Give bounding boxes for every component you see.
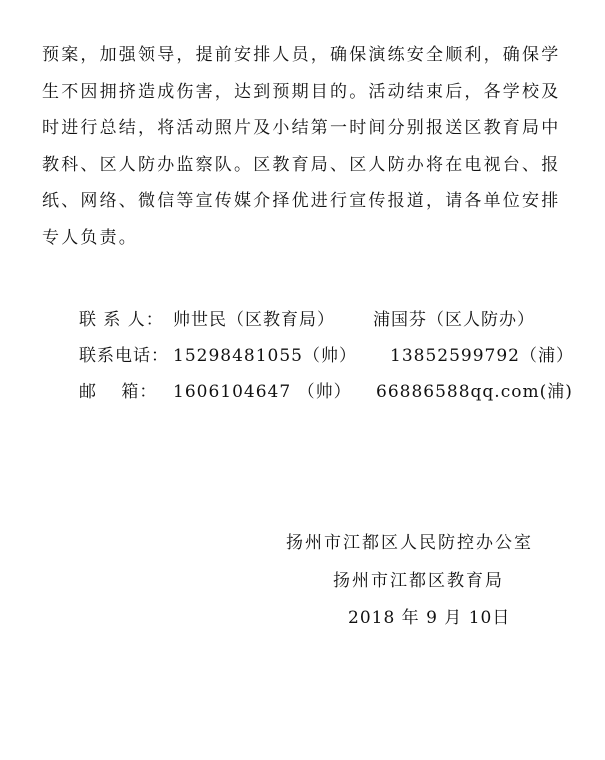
contact-person-b: 浦国芬（区人防办） [373, 310, 535, 330]
paragraph-line: 生不因拥挤造成伤害，达到预期目的。活动结束后，各学校及 [42, 81, 561, 102]
contact-row-email [0, 377, 605, 401]
signature-org-1: 扬州市江都区人民防控办公室 [286, 533, 533, 553]
contact-email-b: 66886588qq.com(浦) [376, 382, 573, 402]
body-paragraph [42, 37, 582, 256]
signature-date: 2018 年 9 月 10日 [348, 608, 511, 628]
contact-row-phone [0, 341, 605, 365]
paragraph-line: 专人负责。 [42, 227, 138, 248]
paragraph-line: 纸、网络、微信等宣传媒介择优进行宣传报道，请各单位安排 [42, 191, 561, 211]
paragraph-line: 教科、区人防办监察队。区教育局、区人防办将在电视台、报 [42, 154, 561, 175]
contact-email-label: 邮 箱： [79, 382, 158, 402]
contact-phone-b: 13852599792（浦） [390, 346, 574, 366]
contact-person-label: 联 系 人： [79, 310, 164, 330]
contact-row-person [0, 305, 605, 329]
contact-person-a: 帅世民（区教育局） [173, 310, 335, 330]
contact-email-a: 1606104647 （帅） [173, 382, 352, 402]
contact-phone-a: 15298481055（帅） [173, 346, 357, 366]
contact-phone-label: 联系电话： [79, 346, 169, 366]
signature-org-2: 扬州市江都区教育局 [333, 571, 504, 591]
paragraph-line: 预案，加强领导，提前安排人员，确保演练安全顺利，确保学 [42, 45, 561, 65]
paragraph-line: 时进行总结，将活动照片及小结第一时间分别报送区教育局中 [42, 118, 561, 138]
